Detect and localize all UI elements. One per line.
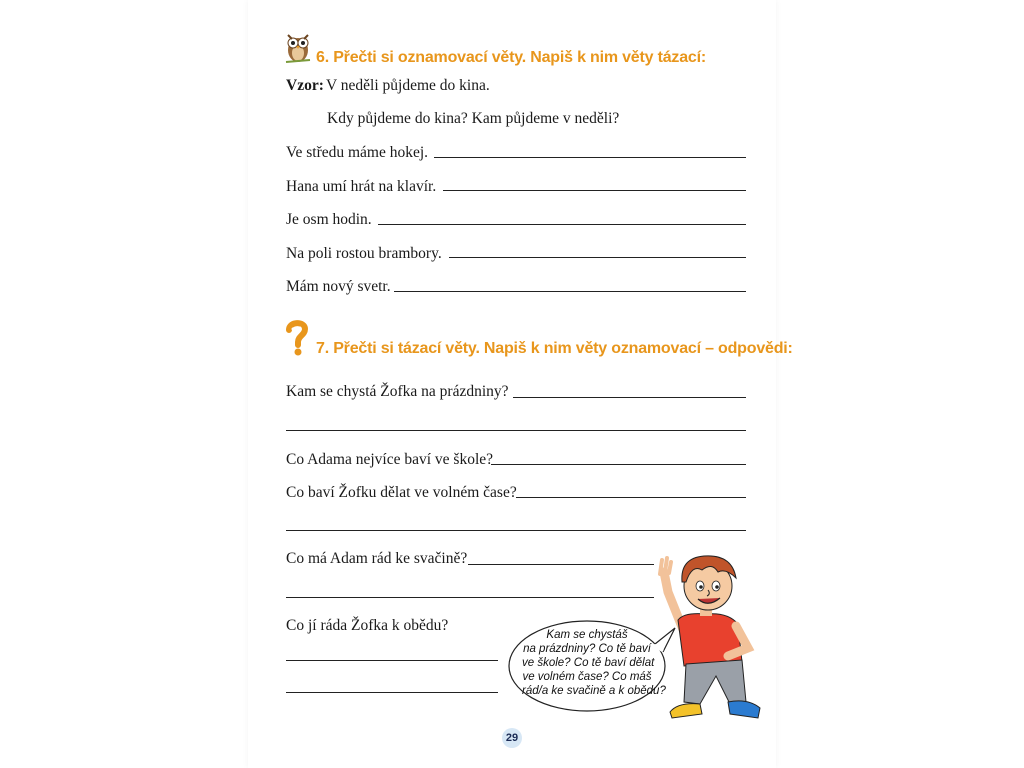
exercise-7-title: 7. Přečti si tázací věty. Napiš k nim věty oznamovací – odpovědi:: [316, 340, 793, 357]
answer-line[interactable]: [378, 224, 746, 225]
answer-line[interactable]: [491, 464, 746, 465]
example-sentence: V neděli půjdeme do kina.: [326, 77, 490, 94]
answer-line[interactable]: [468, 564, 654, 565]
answer-line[interactable]: [434, 157, 746, 158]
answer-line[interactable]: [394, 291, 746, 292]
exercise-7-item: Kam se chystá Žofka na prázdniny?: [286, 383, 509, 400]
exercise-7-item: Co má Adam rád ke svačině?: [286, 550, 468, 567]
answer-line[interactable]: [286, 597, 654, 598]
example-answer: Kdy půjdeme do kina? Kam půjdeme v neděli?: [327, 110, 620, 127]
answer-line[interactable]: [443, 190, 746, 191]
exercise-6-item: Na poli rostou brambory.: [286, 245, 442, 262]
page-number: 29: [502, 728, 522, 748]
answer-line[interactable]: [513, 397, 746, 398]
answer-line[interactable]: [449, 257, 746, 258]
boy-illustration: [656, 552, 768, 730]
exercise-6-item: Je osm hodin.: [286, 211, 372, 228]
owl-icon: [284, 30, 312, 64]
question-mark-icon: [282, 318, 312, 358]
exercise-6-title: 6. Přečti si oznamovací věty. Napiš k nim věty tázací:: [316, 49, 706, 66]
speech-bubble-text: Kam se chystáš na prázdniny? Co tě baví ve škole? Co tě baví dělat ve volném čase? Co máš rád/a ke svačině a k obědu?: [522, 629, 666, 697]
answer-line[interactable]: [286, 530, 746, 531]
exercise-7-item: Co baví Žofku dělat ve volném čase?: [286, 484, 517, 501]
exercise-7-item: Co jí ráda Žofka k obědu?: [286, 617, 449, 634]
exercise-6-item: Hana umí hrát na klavír.: [286, 178, 437, 195]
exercise-6-item: Mám nový svetr.: [286, 278, 391, 295]
answer-line[interactable]: [286, 430, 746, 431]
exercise-6-item: Ve středu máme hokej.: [286, 144, 429, 161]
answer-line[interactable]: [516, 497, 746, 498]
exercise-7-item: Co Adama nejvíce baví ve škole?: [286, 451, 494, 468]
answer-line[interactable]: [286, 660, 498, 661]
example-label: Vzor:: [286, 77, 324, 94]
answer-line[interactable]: [286, 692, 498, 693]
